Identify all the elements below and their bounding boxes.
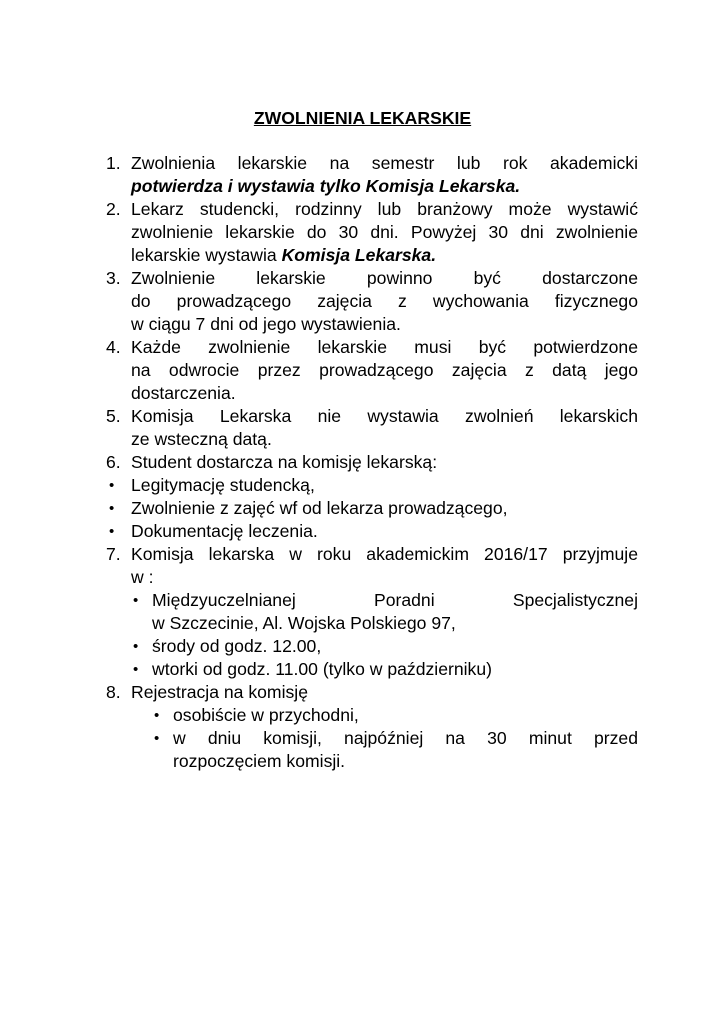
- list-number: 5.: [106, 406, 121, 426]
- text-line: wtorki od godz. 11.00 (tylko w październiku): [152, 659, 492, 679]
- list-item: [0, 198, 725, 267]
- bullet-item: [0, 589, 725, 635]
- text-line: Zwolnienie lekarskie powinno być dostarczone: [131, 268, 638, 288]
- text-line: Dokumentację leczenia.: [131, 521, 318, 541]
- bullet-item: [0, 658, 725, 681]
- bullet-item: [0, 474, 725, 497]
- list-item: [0, 543, 725, 589]
- bullet-icon: •: [133, 592, 139, 609]
- list-item: [0, 451, 725, 474]
- text-line: Student dostarcza na komisję lekarską:: [131, 452, 438, 472]
- bullet-icon: •: [133, 661, 139, 678]
- text-line: Lekarz studencki, rodzinny lub branżowy może wystawić: [131, 199, 638, 219]
- bullet-icon: •: [109, 523, 115, 540]
- bullet-item: [0, 704, 725, 727]
- document-title: ZWOLNIENIA LEKARSKIE: [253, 108, 472, 128]
- list-number: 1.: [106, 153, 121, 173]
- text-line: w ciągu 7 dni od jego wystawienia.: [131, 314, 401, 334]
- bullet-icon: •: [154, 730, 160, 747]
- text-line: ze wsteczną datą.: [131, 429, 272, 449]
- list-number: 7.: [106, 544, 121, 564]
- text-line: w dniu komisji, najpóźniej na 30 minut przed: [173, 728, 638, 748]
- text-line: Rejestracja na komisję: [131, 682, 308, 702]
- bullet-icon: •: [154, 707, 160, 724]
- text-line: Komisja lekarska w roku akademickim 2016/17 przyjmuje: [131, 544, 638, 564]
- bullet-item: [0, 520, 725, 543]
- text-line: Komisja Lekarska nie wystawia zwolnień lekarskich: [131, 406, 638, 426]
- text-line: Legitymację studencką,: [131, 475, 315, 495]
- text-line: Każde zwolnienie lekarskie musi być potwierdzone: [131, 337, 638, 357]
- list-number: 3.: [106, 268, 121, 288]
- list-number: 4.: [106, 337, 121, 357]
- bullet-item: [0, 497, 725, 520]
- text-line: w :: [131, 567, 154, 587]
- document-body: [0, 152, 725, 773]
- list-item: [0, 681, 725, 704]
- text-line: rozpoczęciem komisji.: [173, 751, 346, 771]
- bold-italic-run: Komisja Lekarska.: [281, 245, 437, 265]
- list-item: [0, 405, 725, 451]
- list-item: [0, 152, 725, 198]
- bullet-item: [0, 727, 725, 773]
- text-line: zwolnienie lekarskie do 30 dni. Powyżej 30 dni zwolnienie: [131, 222, 638, 242]
- text-line: Zwolnienia lekarskie na semestr lub rok akademicki: [131, 153, 638, 173]
- text-line: środy od godz. 12.00,: [152, 636, 322, 656]
- text-line: [131, 244, 638, 267]
- bullet-item: [0, 635, 725, 658]
- text-line: Międzyuczelnianej Poradni Specjalistycznej: [152, 590, 638, 610]
- text-line: w Szczecinie, Al. Wojska Polskiego 97,: [152, 613, 456, 633]
- text-line: dostarczenia.: [131, 383, 236, 403]
- text-line: Zwolnienie z zajęć wf od lekarza prowadzącego,: [131, 498, 508, 518]
- text-run: lekarskie wystawia: [131, 245, 282, 265]
- list-item: [0, 267, 725, 336]
- list-number: 6.: [106, 452, 121, 472]
- text-line: na odwrocie przez prowadzącego zajęcia z datą jego: [131, 360, 638, 380]
- list-item: [0, 336, 725, 405]
- list-number: 2.: [106, 199, 121, 219]
- bullet-icon: •: [133, 638, 139, 655]
- bullet-icon: •: [109, 477, 115, 494]
- bold-italic-line: potwierdza i wystawia tylko Komisja Lekarska.: [131, 176, 521, 196]
- text-line: osobiście w przychodni,: [173, 705, 359, 725]
- bullet-icon: •: [109, 500, 115, 517]
- text-line: do prowadzącego zajęcia z wychowania fizycznego: [131, 291, 638, 311]
- list-number: 8.: [106, 682, 121, 702]
